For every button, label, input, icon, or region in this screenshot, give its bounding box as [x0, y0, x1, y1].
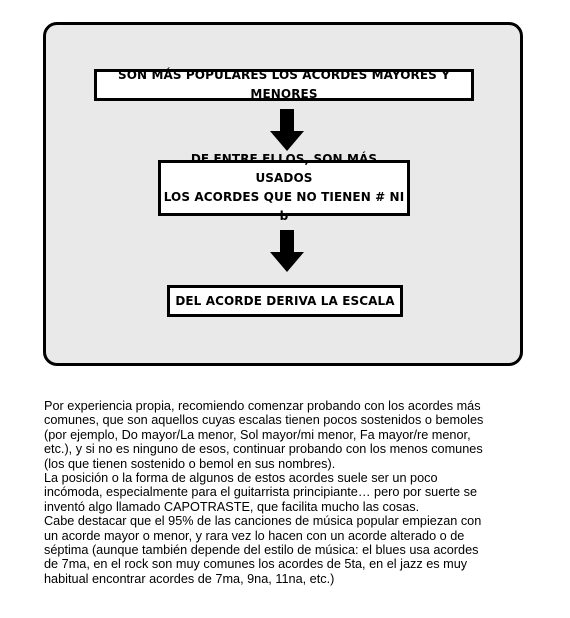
down-arrow-icon — [270, 109, 304, 151]
step-text-line: DE ENTRE ELLOS, SON MÁS USADOS — [190, 152, 378, 185]
down-arrow-icon — [270, 230, 304, 272]
step-box-scale-derivation — [167, 285, 403, 317]
step-text: DEL ACORDE DERIVA LA ESCALA — [175, 293, 395, 308]
body-text — [44, 399, 544, 586]
step-box-most-used-chords — [158, 152, 410, 223]
step-text — [161, 150, 407, 226]
diagram-panel — [43, 22, 523, 366]
step-text: SON MÁS POPULARES LOS ACORDES MAYORES Y MENORES — [118, 68, 450, 101]
paragraph: Cabe destacar que el 95% de las canciones de música popular empiezan con un acorde mayor o menor, y rara vez lo hacen con un acorde alterado o de séptima (aunque también depende del estilo de música: el blues usa acordes de 7ma, en el rock son muy comunes los acordes de 5ta, en el jazz es muy habitual encontrar acordes de 7ma, 9na, 11na, etc.) — [44, 514, 482, 586]
paragraph: Por experiencia propia, recomiendo comenzar probando con los acordes más comunes, que son aquellos cuyas escalas tienen pocos sostenidos o bemoles (por ejemplo, Do mayor/La menor, Sol mayor/mi menor, Fa mayor/re menor, etc.), y si no es ninguno de esos, continuar probando con los menos comunes (los que tienen sostenido o bemol en sus nombres). — [44, 399, 484, 471]
step-text-line: LOS ACORDES QUE NO TIENEN # NI b — [163, 190, 405, 223]
step-box-popular-chords — [94, 69, 474, 101]
paragraph: La posición o la forma de algunos de estos acordes suele ser un poco incómoda, especialmente para el guitarrista principiante… pero por suerte se inventó algo llamado CAPOTRASTE, que facilita mucho las cosas. — [44, 471, 478, 514]
